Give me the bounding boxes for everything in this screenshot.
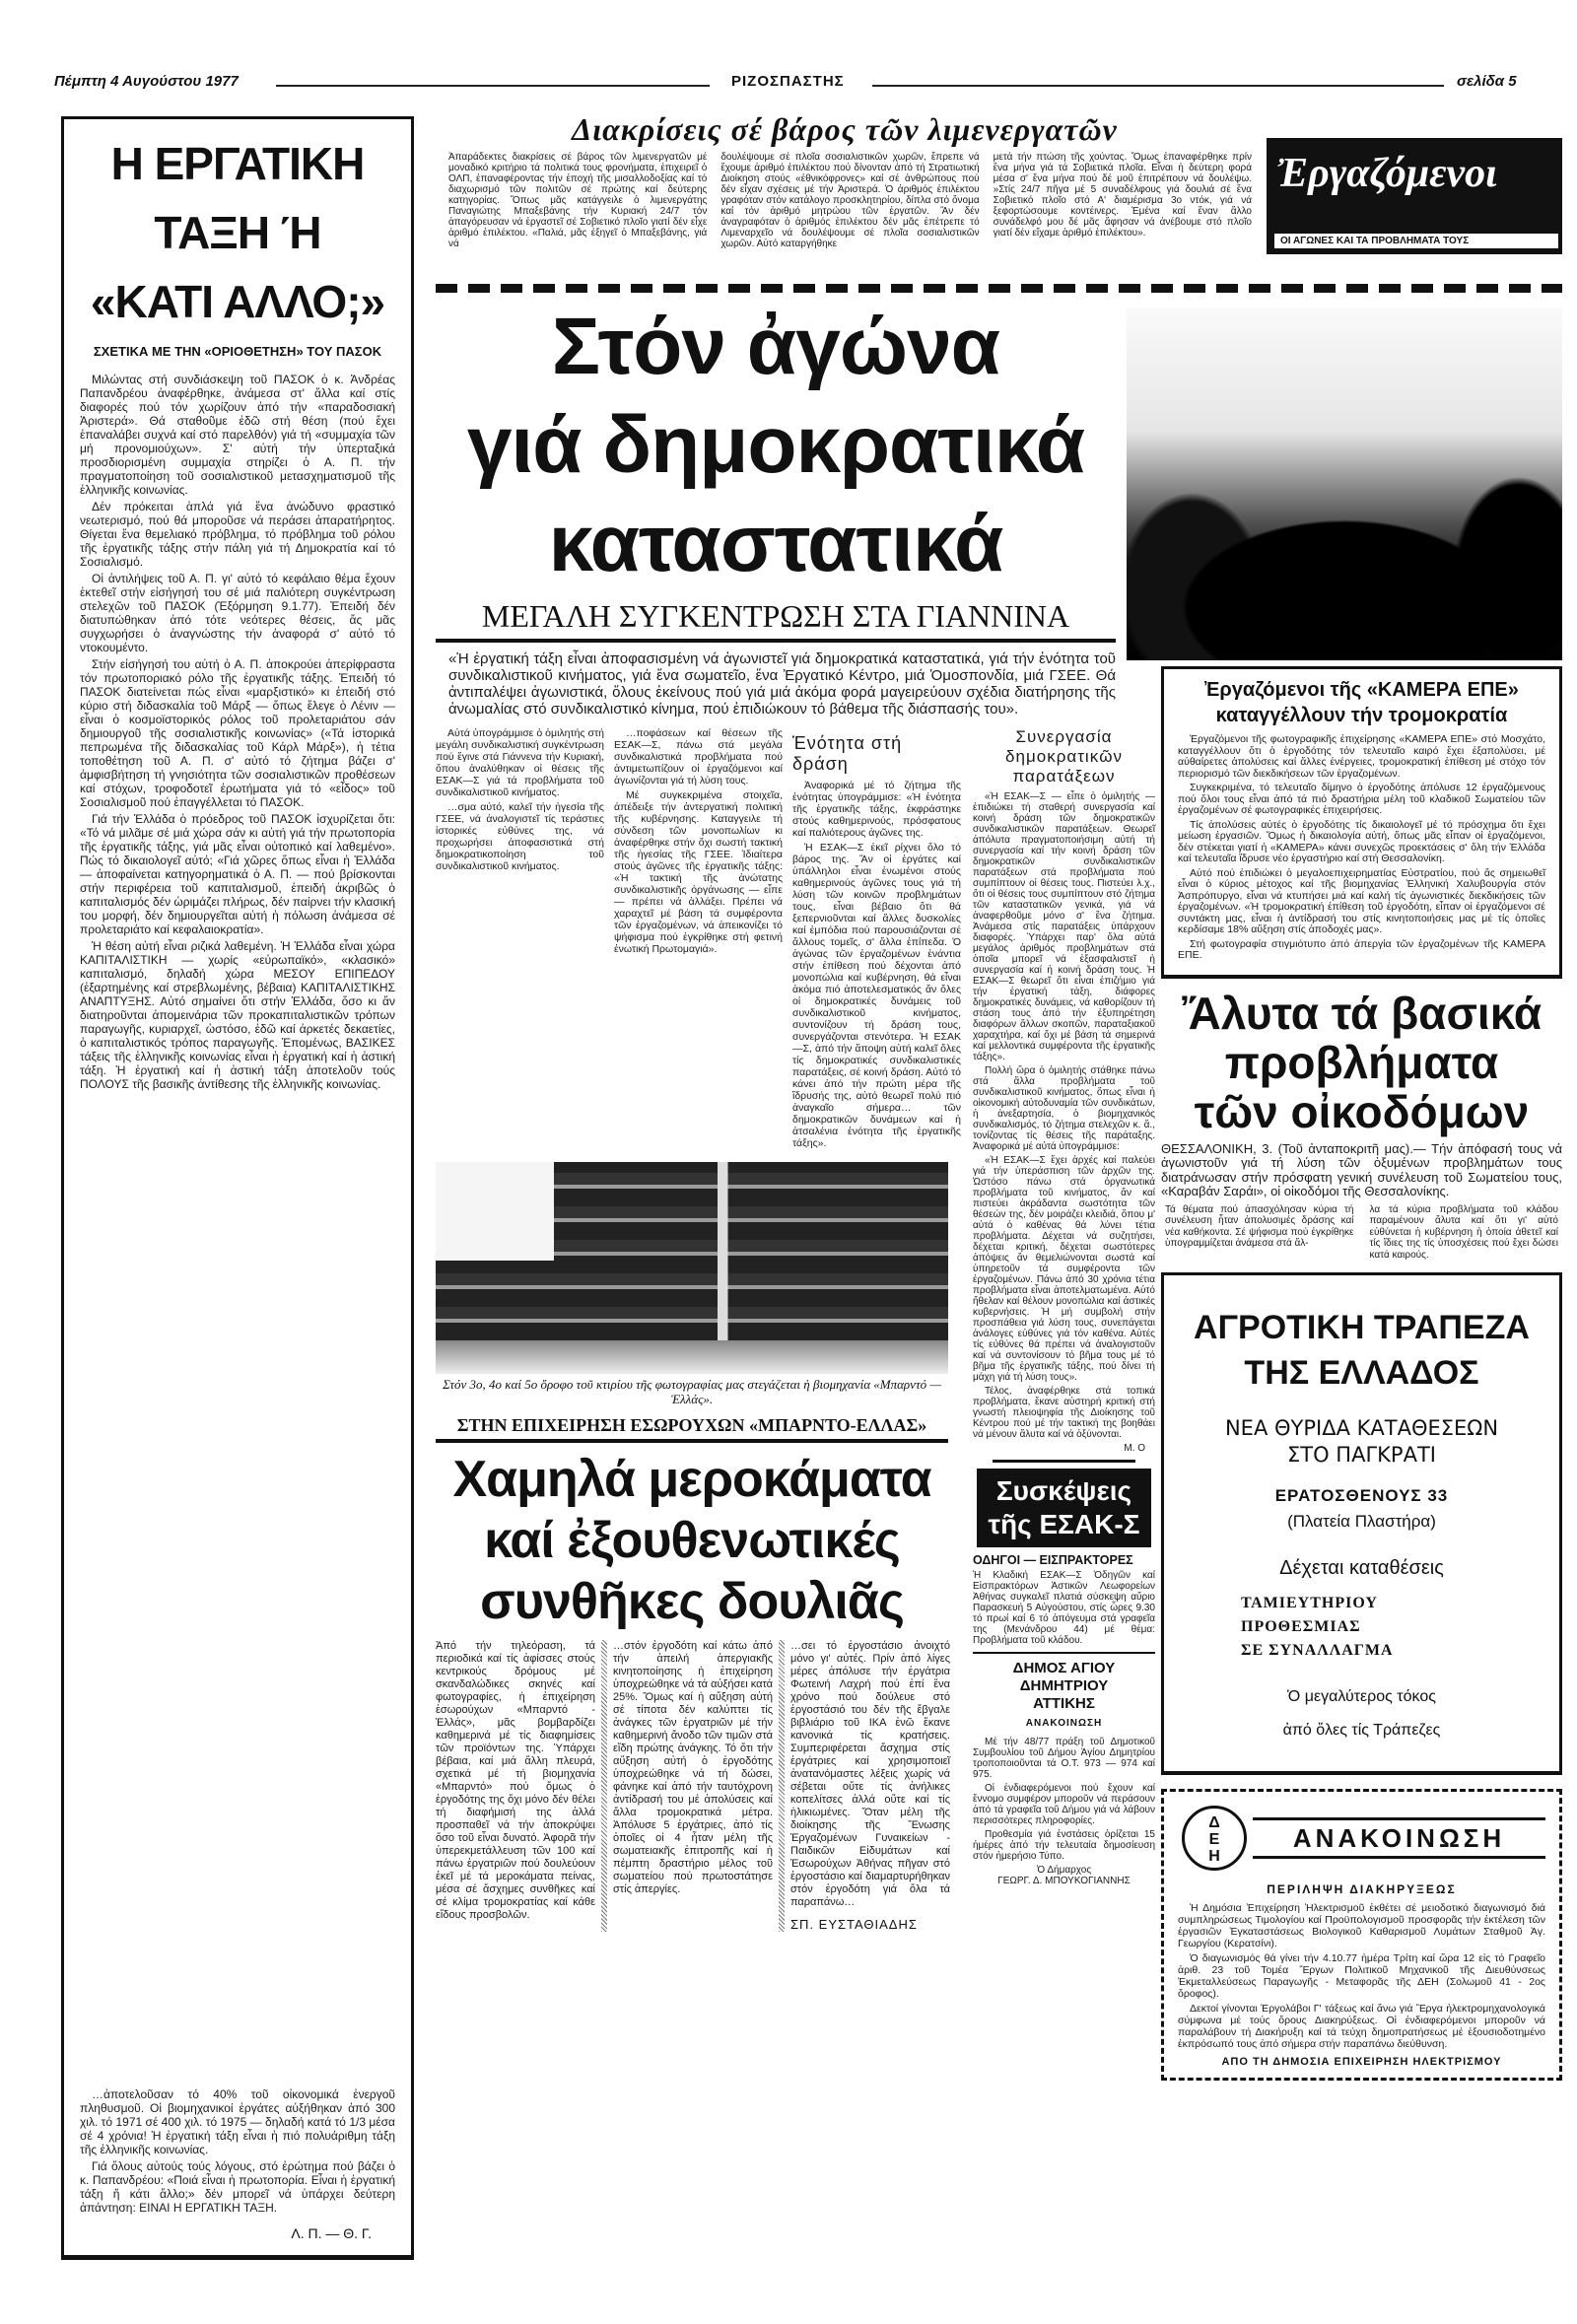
builders-headline [1161,989,1562,1136]
text-column: μετά τήν πτώση τῆς χούντας. Ὅμως ἐπαναφέρθηκε πρίν ἕνα μήνα γιά τά Σοβιετικά πλοῖα. Εἶναι ἡ δεύτερη φορά μέσα σ' ἕνα μήνα πού δέ μοῦ ἐπιτρέπουν νά δουλέψω. »Στίς 24/7 πῆγα μέ 5 συναδέλφους γιά δουλιά σέ ἕνα Σοβιετικό πλοῖο στό Α' διαμέρισμα 3ο ντόκ, γιά νά ξεφορτώσουμε κοντέινερς. Ἐμένα καί ἕναν ἄλλο συνάδελφό μου δέ μᾶς ἄφησαν νά ἀνέβουμε στό πλοῖο γιατί δέν εἴχαμε ἀριθμό ἐπιλέκτου». [993,152,1252,239]
paragraph: Συγκεκριμένα, τό τελευταῖο δίμηνο ὁ ἐργοδότης ἀπόλυσε 12 ἐργαζόμενους πού ὅλοι τους εἶναι ἀπό τά πιό δραστήρια μέλη τοῦ κλαδικοῦ Σωματείου τῶν ἐργαζομένων σέ φωτογραφικές ἐπιχειρήσεις. [1178,782,1545,816]
dockers-headline: Διακρίσεις σέ βάρος τῶν λιμενεργατῶν [572,111,1118,147]
headline-line: «ΚΑΤΙ ΑΛΛΟ;» [90,276,385,327]
slogan-line: ἀπό ὅλες τίς Τράπεζες [1282,1722,1441,1739]
paragraph: Ἡ θέση αὐτή εἶναι ριζικά λαθεμένη. Ἡ Ἑλλάδα εἶναι χώρα ΚΑΠΙΤΑΛΙΣΤΙΚΗ — χωρίς «εὐρωπαϊκό», «κλασικό» καπιταλισμό, δηλαδή χώρα ΜΕΣΟΥ ΕΠΙΠΕΔΟΥ (ἐξαρτημένης καί στρεβλωμένης, βέβαια) ΚΑΠΙΤΑΛΙΣΤΙΚΗΣ ΑΝΑΠΤΥΞΗΣ. Αὐτό σημαίνει ὅτι στήν Ἑλλάδα, ὅσο κι ἄν διατηροῦνται ἀπομεινάρια τῶν προκαπιταλιστικῶν τρόπων παραγωγῆς, κυριαρχεῖ, ὡστόσο, ἐδῶ καί ἀρκετές δεκαετίες, ὁ καπιταλιστικός τρόπος παραγωγῆς. Ἑπομένως, ΒΑΣΙΚΕΣ τάξεις τῆς ἑλληνικῆς κοινωνίας εἶναι ἡ ἐργατική καί ἡ ἀστική τάξη. Ἡ ἐργατική καί ἡ ἀστική τάξη ἀποτελοῦν τούς ΠΟΛΟΥΣ τῆς βασικῆς ἀντίθεσης τῆς ἑλληνικῆς κοινωνίας. [80,939,395,1091]
paragraph: Ἡ ΕΣΑΚ—Σ ἐκεῖ ρίχνει ὅλο τό βάρος της. Ἄν οἱ ἐργάτες καί ὑπάλληλοι εἶναι ἑνωμένοι στούς καθημερινούς ἀγῶνες τους γιά τή λύση τῶν κοινῶν προβλημάτων τους, εἶναι βέβαιο ὅτι θά ξεπερνιοῦνται καί ἄλλες δυσκολίες καί ἐμπόδια πού παρουσιάζονται σέ ἄλλους τομεῖς, σ' ἄλλα ἐπίπεδα. Ὁ ἀγώνας τῶν ἐργαζομένων ἐνάντια στήν ἐπίθεση πού δέχονται ἀπό μονοπώλια καί κυβέρνηση, θά εἶναι ἀκόμα πιό ἀποτελεσματικός ἄν ὅλες οἱ δημοκρατικές δυνάμεις τοῦ συνδικαλιστικοῦ κινήματος, συντονίζουν τή δράση τους, συνεργάζονται στενότερα. Ἡ ΕΣΑΚ—Σ, ἀπό τήν ἄποψη αὐτή καλεῖ ὅλες τίς δημοκρατικές συνδικαλιστικές παρατάξεις, σέ κοινή δράση. Αὐτό τό κάνει ἀπό τήν πρώτη μέρα τῆς ἵδρυσής της, αὐτό θεωρεῖ πολύ πιό ἀναγκαῖο σήμερα… τῶν δημοκρατικῶν δυνάμεων καί ἡ ἀτσαλένια ἑνότητα τῆς ἐργατικῆς τάξης». [792,842,961,1149]
kamera-article-box [1161,666,1562,979]
box-title-line: τῆς ΕΣΑΚ-Σ [988,1509,1140,1539]
right-section [1161,666,1562,2081]
subheading: Συνεργασία δημοκρατικῶν παρατάξεων [1005,727,1123,786]
paragraph: Μιλώντας στή συνδιάσκεψη τοῦ ΠΑΣΟΚ ὁ κ. Ἀνδρέας Παπανδρέου ἀναφέρθηκε, ἀνάμεσα στ' ἄλλα καί στίς διαφορές πού τόν χωρίζουν ἀπό τήν «παραδοσιακή Ἀριστερά». Θά σταθοῦμε ἐδῶ στή θέση (πού ἔχει ἐπαναλάβει συχνά καί στό παρελθόν) γιά τή «συμμαχία τῶν μή προνομιούχων». Σ' αὐτή τήν ὑπερταξικά προσδιορισμένη συμμαχία στηρίζει ὁ Α. Π. τήν πραγματοποίηση τοῦ σοσιαλιστικοῦ μετασχηματισμοῦ τῆς ἑλληνικῆς κοινωνίας. [80,373,395,497]
kamera-headline [1178,677,1545,728]
logo-letter: Η [1208,1848,1220,1865]
paragraph: «Ἡ ΕΣΑΚ—Σ — εἶπε ὁ ὁμιλητής — ἐπιδιώκει τή σταθερή συνεργασία καί κοινή δράση τῶν δημοκρατικῶν συνδικαλιστικῶν παρατάξεων. Θεωρεῖ ἀπόλυτα πραγματοποιήσιμη αὐτή τή συνεργασία καί τήν κοινή δράση τῶν δημοκρατικῶν συνδικαλιστικῶν παρατάξεων στά προβλήματα πού συμπίπτουν οἱ θέσεις τους. Πιστεύει λ.χ., ὅτι οἱ θέσεις τους συμπίπτουν στό ζήτημα τῶν καταστατικῶν γενικά, γιά νά ἀναφερθοῦμε μόνο σ' ἕνα ζήτημα. Ἀνάμεσα στίς παρατάξεις ὑπάρχουν διαφορές. Ὑπάρχει παρ' ὅλα αὐτά μεγάλος ἀριθμός προβλημάτων στά ὁποῖα μπορεῖ νά ἐξασφαλιστεῖ ἡ συνεργασία καί ἡ κοινή δράση τους. Ἡ ΕΣΑΚ—Σ θεωρεῖ ὅτι εἶναι ἐπιζήμιο γιά τήν ἐργατική τάξη, διάφορες δημοκρατικές δυνάμεις, νά καθορίζουν τή στάση τους ἀπό τήν ἐξυπηρέτηση διαφόρων ἄλλων σκοπῶν, παραταξιακοῦ χαραχτήρα, καί ὄχι μέ βάση τά σημερινά καί μελλοντικά συμφέροντα τῆς ἐργατικῆς τάξης». [973,791,1155,1062]
text-column [790,1640,950,1932]
bardot-kicker: ΣΤΗΝ ΕΠΙΧΕΙΡΗΣΗ ΕΣΩΡΟΥΧΩΝ «ΜΠΑΡΝΤΟ-ΕΛΛΑΣ» [436,1414,948,1443]
paragraph: …ποφάσεων καί θέσεων τῆς ΕΣΑΚ—Σ, πάνω στά μεγάλα συνδικαλιστικά προβλήματα πού ἀντιμετωπίζουν οἱ ἐργαζόμενοι καί ἀγωνίζονται γιά τή λύση τους. [614,727,783,786]
paragraph: «Ἡ ΕΣΑΚ—Σ ἔχει ἀρχές καί παλεύει γιά τήν ὑπεράσπιση τῶν ἀρχῶν της. Ὡστόσο πάνω στά ὀργανωτικά προβλήματα τοῦ κινήματος, ἄν καί πιστεύει ἀκράδαντα σωστότητα τῶν θέσεών της, δέν μοιράζει κλειδιά, ὅπου μ' αὐτά ὁ καθένας θά λύνει τέτια προβλήματα. Δέχεται νά συζητήσει, δέχεται κριτική, δέχεται σωστότερες ἀπόψεις ἄν θεμελιώνονται σωστά καί ὑπηρετοῦν τά συμφέροντα τῶν ἐργαζομένων. Πάνω ἀπό 30 χρόνια τέτια προβλήματα εἶναι ἀποτελματωμένα. Αὐτό ἤθελαν καί θέλουν μονοπώλια καί ἀστικές κυβερνήσεις. Ἡ μή συμβολή στήν προσπάθεια γιά λύση τους, συνεπάγεται ἀνάλογες εὐθύνες γιά τόν καθένα. Αὐτές τίς εὐθύνες θά πρέπει νά ἀναλογιστοῦν καί νά συντονίσουν τό βῆμα τους μέ τό βῆμα τῆς ἐργατικῆς τάξης, πού δίνει τή μάχη γιά τή λύση τους». [973,1155,1155,1383]
paragraph: …ἀποτελοῦσαν τό 40% τοῦ οἰκονομικά ἐνεργοῦ πληθυσμοῦ. Οἱ βιομηχανικοί ἐργάτες αὐξήθηκαν ἀπό 300 χιλ. τό 1971 σέ 400 χιλ. τό 1975 — δηλαδή κατά τό 1/3 μέσα σέ 4 χρόνια! Ἡ ἐργατική τάξη εἶναι ἡ πιό πολυάριθμη τάξη τῆς ἑλληνικῆς κοινωνίας. [80,2087,395,2156]
paragraph: Ἐργαζόμενοι τῆς φωτογραφικῆς ἐπιχείρησης «ΚΑΜΕΡΑ ΕΠΕ» στό Μοσχάτο, καταγγέλλουν ὅτι ὁ ἐργοδότης τόν τελευταῖο καιρό ἔχει ἐξαπολύσει, μέ αὐθαίρετες ἀπολύσεις καί ἄλλες ἐνέργειες, τρομοκρατική ἐπίθεση μέ στόχο τόν περιορισμό τῶν διεκδικήσεων τῶν ἐργαζομένων. [1178,733,1545,780]
text-column [614,727,783,958]
dei-title: ΑΝΑΚΟΙΝΩΣΗ [1253,1817,1545,1859]
bank-slogan [1164,1680,1559,1747]
center-right-column [973,727,1155,1886]
text-column [436,727,604,875]
headline-line: Η ΕΡΓΑΤΙΚΗ [110,138,365,189]
paragraph: Μέ συγκεκριμένα στοιχεῖα, ἀπέδειξε τήν ἀντεργατική πολιτική τῆς κυβέρνησης. Καταγγειλε τή σύνδεση τῶν μονοπωλίων κι ἀναφέρθηκε στήν ὄχι σωστή τακτική τῆς ἡγεσίας τῆς ΓΣΕΕ. Ἰδιαίτερα στούς ἀγῶνες τῆς ἐργατικῆς τάξης: «Ἡ τακτική τῆς ἀνώτατης συνδικαλιστικῆς ὀργάνωσης — εἶπε — πρέπει νά ἀλλάξει. Πρέπει νά χαραχτεῖ μέ βάση τά συμφέροντα τῶν ἐργαζομένων, νά ἀπεικονίζει τό ψήφισμα πού ἐγκρίθηκε στή φετινή ἑνωτική Πρωτομαγιά». [614,789,783,955]
paragraph: Ὁ διαγωνισμός θά γίνει τήν 4.10.77 ἡμέρα Τρίτη καί ὥρα 12 εἰς τό Γραφεῖο ἀριθ. 23 τοῦ Τομέα Ἔργων Πολιτικοῦ Μηχανικοῦ τῆς Διευθύνσεως Ἐκμεταλλεύσεως Παραγωγῆς - Μεταφορᾶς τῆς ΔΕΗ (Σολωμοῦ 41 - 2ος ὄροφος). [1178,1952,1545,2000]
bank-name-line: ΑΓΡΟΤΙΚΗ ΤΡΑΠΕΖΑ [1194,1309,1530,1346]
masthead-rule [276,85,710,87]
paragraph: Γιά ὅλους αὐτούς τούς λόγους, στό ἐρώτημα πού βάζει ὁ κ. Παπανδρέου: «Ποιά εἶναι ἡ πρωτοπορία. Εἶναι ἡ ἐργατική τάξη ἤ κάτι ἄλλο;» δέν μπορεῖ νά ὑπάρχει δεύτερη ἀπάντηση: ΕΙΝΑΙ Η ΕΡΓΑΤΙΚΗ ΤΑΞΗ. [80,2159,395,2215]
subheading: Ἑνότητα στή δράση [792,733,903,774]
rule [973,1652,1155,1654]
paragraph: Δεκτοί γίνονται Ἐργολάβοι Γ' τάξεως καί ἄνω γιά Ἔργα ἠλεκτρομηχανολογικά σύμφωνα μέ τούς ὅρους Διακηρύξεως. Οἱ ἐνδιαφερόμενοι μποροῦν νά παραλάβουν τή Διακήρυξη καί τά τεύχη δημοπρατήσεως μέ ἐξουσιοδοτημένο ἐκπρόσωπό τους ἀπό σήμερα στήν παραπάνω διεύθυνση. [1178,2003,1545,2050]
paragraph: Δέν πρόκειται ἁπλά γιά ἕνα ἀνώδυνο φραστικό νεωτερισμό, πού θά μποροῦσε νά περάσει ἀπαρατήρητος. Θίγεται ἕνα θεμελιακό πρόβλημα, τό πρόβλημα τοῦ ρόλου τῆς ἐργατικῆς τάξης στήν πάλη γιά τή Δημοκρατία καί τό Σοσιαλισμό. [80,500,395,569]
bank-address: ΕΡΑΤΟΣΘΕΝΟΥΣ 33 [1274,1486,1449,1505]
section-logo-title: Ἐργαζόμενοι [1276,151,1497,196]
newspaper-name: ΡΙΖΟΣΠΑΣΤΗΣ [731,73,845,90]
headline-line: συνθῆκες δουλιᾶς [480,1573,904,1630]
section-logo-strip: ΟΙ ΑΓΩΝΕΣ ΚΑΙ ΤΑ ΠΡΟΒΛΗΜΑΤΑ ΤΟΥΣ [1274,234,1558,248]
text-column [973,727,1155,1454]
bank-name [1164,1305,1559,1396]
paragraph: …σμα αὐτό, καλεῖ τήν ἡγεσία τῆς ΓΣΕΕ, νά ἀναλογιστεῖ τίς τεράστιες ἱστορικές εὐθύνες της, νά προχωρήσει ἀποφασιστικά στή δημοκρατικοποίηση τοῦ συνδικαλιστικοῦ κινήματος. [436,801,604,872]
dei-logo-icon [1182,1806,1247,1871]
bank-name-line: ΤΗΣ ΕΛΛΑΔΟΣ [1244,1354,1479,1392]
text-column: λα τά κύρια προβλήματα τοῦ κλάδου παραμένουν ἄλυτα καί ὅτι γι' αὐτό εὐθύνεται ἡ κυβέρνηση ἡ ὁποία ἀθετεῖ καί τίς ἴδιες της τίς ὑποσχέσεις πού ἔχει δώσει κατά καιρούς. [1369,1203,1558,1261]
text-column: …στόν ἐργοδότη καί κάτω ἀπό τήν ἀπειλή ἀπεργιακῆς κινητοποίησης ἡ ἐπιχείρηση ὑποχρεώθηκε νά τά αὐξήσει κατά 25%. Ὅμως καί ἡ αὔξηση αὐτή σέ τίποτα δέν καλύπτει τίς ἀνάγκες τῶν ἐργατριῶν μέ τήν καθημερινή ἄνοδο τῶν τιμῶν στά εἴδη πρώτης ἀνάγκης. Τό ὅτι τήν αὔξηση αὐτή ὁ ἐργοδότης ὑποχρεώθηκε νά τή δώσει, φάνηκε καί ἀπό τήν ταυτόχρονη ἀντίδρασή του μέ ἀπολύσεις καί ἄλλα τρομοκρατικά μέτρα. Ἀπόλυσε 5 ἐργάτριες, ἀπό τίς ὁποῖες οἱ 4 ἦταν μέλη τῆς σωματειακῆς ἐπιτροπῆς καί ἡ πέμπτη δραστήριο μέλος τοῦ σωματείου πού πρωτοστάτησε στίς ἀπεργίες. [613,1640,773,1895]
article-working-class [61,116,414,2260]
headline-line: Ἐργαζόμενοι τῆς «ΚΑΜΕΡΑ ΕΠΕ» [1204,679,1519,701]
headline-line: Στόν ἀγώνα [551,302,1000,391]
paragraph: Οἱ ἐνδιαφερόμενοι πού ἔχουν καί ἔννομο συμφέρον μποροῦν νά περάσουν ἀπό τά γραφεῖα τοῦ Δήμου γιά νά λάβουν περισσότερες πληροφορίες. [973,1783,1155,1826]
dei-notice [1161,1789,1562,2081]
bardot-columns [436,1640,950,1932]
notice-label: ΑΝΑΚΟΙΝΩΣΗ [1025,1718,1103,1729]
paragraph: Τέλος, ἀναφέρθηκε στά τοπικά προβλήματα, ἔκανε αὐστηρή κριτική στή γνωστή πλειοψηφία τῆς Διοίκησης τοῦ Κέντρου πού μέ τήν τακτική της βοηθάει νά μένουν ἄλυτα καί νά ὀξύνονται. [973,1386,1155,1440]
paragraph: Μέ τήν 48/77 πράξη τοῦ Δημοτικοῦ Συμβουλίου τοῦ Δήμου Ἁγίου Δημητρίου τροποποιοῦνται τά Ο.Τ. 973 — 974 καί 975. [973,1737,1155,1780]
ioannina-headline [436,298,1116,593]
bardot-headline [436,1449,948,1632]
esak-text: Ἡ Κλαδική ΕΣΑΚ—Σ Ὁδηγῶν καί Εἰσπρακτόρων Ἀστικῶν Λεωφορείων Ἀθήνας συγκαλεῖ πλατιά σύσκεψη αὔριο Παρασκευή 5 Αὐγούστου, στίς ὧρες 9.30 τό πρωί καί 6 τό ἀπόγευμα στά γραφεῖα της (Μενάνδρου 44) μέ θέμα: Προβλήματα τοῦ κλάδου. [973,1570,1155,1646]
headline-line: καταγγέλλουν τήν τρομοκρατία [1215,705,1508,726]
photo-street [436,1340,948,1374]
builders-columns [1161,1204,1562,1262]
headline-line: καταστατικά [548,499,1003,588]
deposit-types [1164,1592,1559,1663]
author-signature: Μ. Ο [1124,1443,1145,1454]
signer-name: ΓΕΩΡΓ. Δ. ΜΠΟΥΚΟΓΙΑΝΝΗΣ [997,1876,1131,1886]
center-columns [436,727,1155,1932]
photo-sky [436,1162,554,1261]
paragraph: Αὐτά ὑπογράμμισε ὁ ὁμιλητής στή μεγάλη συνδικαλιστική συγκέντρωση πού ἔγινε στά Γιάννενα τήν Κυριακή, ὅπου ἀναλύθηκαν οἱ θέσεις τῆς ΕΣΑΚ—Σ γιά τά προβλήματα τοῦ συνδικαλιστικοῦ κινήματος. [436,727,604,798]
logo-letter: Δ [1208,1814,1220,1831]
signer-role: Ὁ Δήμαρχος [1036,1865,1092,1876]
section-logo [1267,138,1562,254]
deposit-type: ΤΑΜΙΕΥΤΗΡΙΟΥ [1241,1595,1378,1611]
municipality-title [973,1660,1155,1733]
headline-line: καί ἐξουθενωτικές [484,1512,900,1569]
photo-caption: Στόν 3ο, 4ο καί 5ο ὄροφο τοῦ κτιρίου τῆς φωτογραφίας μας στεγάζεται ἡ βιομηχανία «Μπαρντό — Ἑλλάς». [443,1377,941,1406]
article-body [80,373,395,1094]
article-body-end [80,2068,395,2218]
bank-accepts: Δέχεται καταθέσεις [1279,1557,1444,1579]
builders-lead: ΘΕΣΣΑΛΟΝΙΚΗ, 3. (Τοῦ ἀνταποκριτῆ μας).— Τήν ἀπόφασή τους νά ἀγωνιστοῦν γιά τή λύση τῶν ὀξυμένων προβλημάτων τους διατράνωσαν στήν πρόσφατη γενική συνέλευση τοῦ Σωματείου τους, «Καραβάν Σαράι», οἱ οἰκοδόμοι τῆς Θεσσαλονίκης. [1161,1140,1562,1198]
headline-line: Ἄλυτα τά βασικά [1181,987,1543,1039]
text-column [792,727,961,1152]
paragraph: Προθεσμία γιά ἐνστάσεις ὁρίζεται 15 ἡμέρες ἀπό τήν τελευταία δημοσίευση στόν ἡμερήσιο Τύπο. [973,1829,1155,1862]
paragraph: Στήν εἰσήγησή του αὐτή ὁ Α. Π. ἀποκρούει ἀπερίφραστα τόν πρωτοποριακό ρόλο τῆς ἐργατικῆς τάξης. Ἐπειδή τό ΠΑΣΟΚ διατείνεται πώς εἶναι «μαρξιστικό» κι ἐπειδή στό κύριο στή διδασκαλία τοῦ Μάρξ — ὅπως ἔλεγε ὁ Λένιν — εἶναι ὁ κοσμοϊστορικός ρόλος τοῦ προλεταριάτου σάν δημιουργοῦ τῆς σοσιαλιστικῆς κοινωνίας» («Τά ἱστορικά πεπρωμένα τῆς διδασκαλίας τοῦ Κάρλ Μάρξ»), ἡ τέτια τοποθέτηση τοῦ Α. Π. σ' αὐτό τό ζήτημα βάζει σ' ἀμφισβήτηση τή γνησιότητα τῶν σοσιαλιστικῶν προθέσεων καί στόχων, τροφοδοτεῖ ἐρωτήματα γιά τό «εἶδος» τοῦ Σοσιαλισμοῦ πού ἐπαγγέλλεται τό ΠΑΣΟΚ. [80,657,395,809]
box-title-line: Συσκέψεις [995,1475,1132,1506]
branch-line: ΝΕΑ ΘΥΡΙΔΑ ΚΑΤΑΘΕΣΕΩΝ [1224,1416,1499,1440]
deposit-type: ΠΡΟΘΕΣΜΙΑΣ [1241,1618,1361,1635]
dei-header [1178,1800,1545,1879]
headline-line: γιά δημοκρατικά [466,400,1085,490]
dei-footer: ΑΠΟ ΤΗ ΔΗΜΟΣΙΑ ΕΠΙΧΕΙΡΗΣΗ ΗΛΕΚΤΡΙΣΜΟΥ [1221,2056,1502,2068]
page-number: σελίδα 5 [1457,73,1517,90]
kamera-body [1178,734,1545,962]
title-line: ΔΗΜΟΣ ΑΓΙΟΥ ΔΗΜΗΤΡΙΟΥ [1012,1660,1116,1694]
esak-meetings-box [977,1469,1151,1547]
text-column: Ἀπό τήν τηλεόραση, τά περιοδικά καί τίς ἀφίσσες στούς κεντρικούς δρόμους μέ σκανδαλώδικες σκηνές καί φωτογραφίες, ἡ ἐπιχείρηση ἐσωρούχων «Μπαρντό - Ἑλλάς», μᾶς βομβαρδίζει καθημερινά μέ τίς διαφημίσεις τῶν προϊόντων της. Ὑπάρχει βέβαια, καί μιά ἄλλη πλευρά, σχετικά μέ τή βιομηχανία «Μπαρντό» πού ὅμως ὁ ἐργοδότης της ὄχι μόνο δέν θέλει τή διαφήμισή της ἀλλά προσπαθεῖ νά τήν ἀποκρύψει ὅσο τοῦ εἶναι δυνατό. Ἀφορᾶ τήν ὑπερεκμετάλλευση τῶν 100 καί πάνω ἐργατριῶν πού δουλεύουν ἐκεῖ μέ τά μεροκάματα πείνας, μέσα σέ ἄσχημες συνθῆκες καί σέ κλίμα τρομοκρατίας καί κάθε εἴδους προσβολῶν. [436,1640,595,1921]
branch-line: ΣΤΟ ΠΑΓΚΡΑΤΙ [1287,1443,1436,1467]
dotted-divider [436,284,1562,293]
headline-line: προβλήματα [1224,1036,1499,1088]
paragraph: …σει τό ἐργοστάσιο ἀνοιχτό μόνο γι' αὐτές. Πρίν ἀπό λίγες μέρες ἀπόλυσε τήν ἐργάτρια Φωτεινή Λαχρή πού ἐπί ἕνα χρόνο πού δούλευε στό ἐργοστάσιό του δέν τῆς ἔβγαλε βιβλιάριο τοῦ ΙΚΑ ἐνῶ ἔκανε κανονικά τίς κρατήσεις. Συμπεριφέρεται ἄσχημα στίς ἐργάτριες καί χρησιμοποιεῖ ἀνατανόμαστες λέξεις χωρίς νά σέβεται οὔτε τίς ἀνήλικες κοπελίτσες ἀλλά οὔτε καί τίς ἡλικιωμένες. Ὅταν μέλη τῆς διοίκησης τῆς Ἕνωσης Ἐργαζομένων Γυναικείων - Παιδικῶν Εἰδυμάτων καί Ἐσωρούχων Ἀθήνας πῆγαν στό ἐργοστάσιο καί διαμαρτυρήθηκαν στόν ἐργοδότη γιά ὅλα τά παραπάνω… [790,1640,950,1908]
paragraph: Γιά τήν Ἑλλάδα ὁ πρόεδρος τοῦ ΠΑΣΟΚ ἰσχυρίζεται ὅτι: «Τό νά μιλᾶμε σέ μιά χώρα σάν κι αὐτή γιά τήν πρωτοπορία τῆς ἐργατικῆς τάξης, γιά μᾶς εἶναι οὐτοπικό καί λαθεμένο». Πώς τό δικαιολογεῖ αὐτό; «Γιά χῶρες ὅπως εἶναι ἡ Ἑλλάδα — ἀποφαίνεται κατηγορηματικά ὁ Α. Π. — πού βρίσκονται στήν περιφέρεια τοῦ καπιταλισμοῦ, ἐπειδή ἀκριβῶς ὁ καπιταλισμός δέν ὡριμάζει πλήρως, δέν παίρνει τήν κλασική του μορφή, δέν δημιουργεῖται αὐτή ἡ πόλωση ἀνάμεσα σέ προλεταριάτο καί κεφαλαιοκρατία». [80,812,395,936]
rule [993,1460,1135,1463]
paragraph: Οἱ ἀντιλήψεις τοῦ Α. Π. γι' αὐτό τό κεφάλαιο θέμα ἔχουν ἐκτεθεῖ στήν εἰσήγησή του σέ μιά παλιότερη συγκέντρωση στελεχῶν τοῦ ΠΑΣΟΚ (Ἑξόρμηση 9.1.77). Ἐπειδή δέν διατυπώθηκαν ἀπό τότε νεότερες θέσεις, ἄς μᾶς συγχωρήσει ὁ ἀναγνώστης τήν ἀναφορά σ' αὐτό τό ντοκουμέντο. [80,572,395,654]
dockers-body [448,152,1252,249]
slogan-line: Ὁ μεγαλύτερος τόκος [1287,1688,1436,1705]
photo-rally-crowd [1127,308,1562,660]
ioannina-columns [436,727,961,1152]
paragraph: Τίς ἀπολύσεις αὐτές ὁ ἐργοδότης τίς δικαιολογεῖ μέ τό πρόσχημα ὅτι ἔχει μείωση ἐργασιῶν. Ὅμως ἡ δικαιολογία αὐτή, ὅπως μᾶς εἶπαν οἱ ἐργαζόμενοι, δέν στέκεται γιατί ἡ «ΚΑΜΕΡΑ» κάνει συνεχῶς προεκτάσεις σ' ὅλη τήν Ἑλλάδα καί τελευταῖα ἵδρυσε νέο ἐργαστήριο καί στή Θεσσαλονίκη. [1178,818,1545,864]
text-column: Ἀπαράδεκτες διακρίσεις σέ βάρος τῶν λιμενεργατῶν μέ μοναδικό κριτήριο τά πολιτικά τους φρονήματα, ἐπιχειρεῖ ὁ ΟΛΠ, ἐπαναφέροντας τήν ἐποχή τῆς μισαλλοδοξίας καί τό διαχωρισμό τῶν πολιτῶν σέ πρώτης καί δεύτερης κατηγορίας. Ὅπως μᾶς κατάγγειλε ὁ λιμενεργάτης Παναγιώτης Μπαξεβάνης τήν Κυριακή 24/7 τόν ἀπαγόρευσαν νά ἐργαστεῖ σέ Σοβιετικό πλοῖο γιατί δέν εἶχε ἀριθμό ἐπιλέκτου. «Παλιά, μᾶς ἐξηγεῖ ὁ Μπαξεβάνης, γιά νά [448,152,708,249]
text-column: Τά θέματα πού ἀπασχόλησαν κύρια τή συνέλευση ἦταν ἀπολυσιμές δράσης καί νέα καθήκοντα. Σέ ψήφισμα πού ἐγκρίθηκε ὑπογραμμίζεται ἀνάμεσα στά ἄλ- [1165,1203,1354,1249]
center-left [436,727,961,1932]
paragraph: Πολλή ὥρα ὁ ὁμιλητής στάθηκε πάνω στά ἄλλα προβλήματα τοῦ συνδικαλιστικοῦ κινήματος, ὅπως εἶναι ἡ οἰκονομική αὐτοδυναμία τῶν συνδικάτων, ἡ ἀνεξαρτησία, ὁ βιομηχανικός συνδικαλισμός, τό ζήτημα στελεχῶν κ. ἄ., τονίζοντας τίς θέσεις τῆς παράταξης. Ἀναφορικά μέ αὐτά ὑπογράμμισε: [973,1065,1155,1152]
center-section [436,298,1155,1932]
article-headline [80,129,395,336]
dei-body [1178,1902,1545,2050]
bank-advertisement [1161,1272,1562,1775]
column-separator [601,1640,607,1932]
author-signature: Λ. Π. — Θ. Γ. [291,2225,372,2241]
logo-letter: Ε [1208,1831,1220,1848]
headline-line: ΤΑΞΗ Ή [154,207,321,258]
municipality-body [973,1737,1155,1886]
text-column: δουλέψουμε σέ πλοῖα σοσιαλιστικῶν χωρῶν, ἔπρεπε νά ἔχουμε ἀριθμό ἐπιλέκτου πού δίνονταν ἀπό τή Στρατιωτική Διοίκηση στούς «ἐθνικόφρονες» καί σέ ἀνθρώπους πού δέν εἶχαν σχέσεις μέ τήν Ἀριστερά. Ὁ ἀριθμός ἐπιλέκτου γραφόταν στόν κατάλογο προσκλητηρίου, δίπλα στό ὄνομα καί τόν ἀριθμό μητρώου τῶν ἐργατῶν. Ἄν δέν ἀναγραφόταν ὁ ἀριθμός ἐπιλέκτου δέν μᾶς ἐπέτρεπε τό Λιμεναρχεῖο νά δουλέψουμε σέ πλοῖα σοσιαλιστικῶν χωρῶν. Αὐτό καταργήθηκε [720,152,980,249]
photo-factory-building [436,1162,948,1374]
esak-subhead: ΟΔΗΓΟΙ — ΕΙΣΠΡΑΚΤΟΡΕΣ [973,1553,1133,1567]
headline-line: τῶν οἰκοδόμων [1194,1085,1530,1137]
ioannina-subhead: ΜΕΓΑΛΗ ΣΥΓΚΕΝΤΡΩΣΗ ΣΤΑ ΓΙΑΝΝΙΝΑ [436,597,1116,643]
issue-date: Πέμπτη 4 Αυγούστου 1977 [54,73,239,90]
paragraph: Αὐτό πού ἐπιδιώκει ὁ μεγαλοεπιχειρηματίας Εὐστρατίου, πού ἄς σημειωθεῖ εἶναι ὁ κύριος μέτοχος καί τῆς βιομηχανίας Ἑλληνική Χαλυβουργία στόν Ἀσπρόπυργο, εἶναι νά κτυπήσει μιά καί καλή τίς ἀγωνιστικές διεκδικήσεις τῶν ἐργαζομένων. «Ἡ τρομοκρατική ἐπίθεση τοῦ ἐργοδότη, εἶπαν οἱ ἐργαζόμενοι σέ συντάκτη μας, εἶναι ἡ ἀντίδρασή του στίς κινητοποιήσεις μας μέ τίς ὁποῖες κερδίσαμε 18% αὔξηση στίς ἀποδοχές μας». [1178,866,1545,935]
author-signature: ΣΠ. ΕΥΣΤΑΘΙΑΔΗΣ [790,1917,918,1932]
paragraph: Στή φωτογραφία στιγμιότυπο ἀπό ἀπεργία τῶν ἐργαζομένων τῆς ΚΑΜΕΡΑ ΕΠΕ. [1178,937,1545,961]
bank-square: (Πλατεία Πλαστήρα) [1287,1512,1436,1531]
dei-subtitle: ΠΕΡΙΛΗΨΗ ΔΙΑΚΗΡΥΞΕΩΣ [1267,1882,1457,1896]
paragraph: Ἀναφορικά μέ τό ζήτημα τῆς ἑνότητας ὑπογράμμισε: «Ἡ ἑνότητα τῆς ἐργατικῆς τάξης, ἐκφράστηκε στούς καθημερινούς, πρόσφατους καί παλιότερους ἀγῶνες της. [792,780,961,839]
article-subhead: ΣΧΕΤΙΚΑ ΜΕ ΤΗΝ «ΟΡΙΟΘΕΤΗΣΗ» ΤΟΥ ΠΑΣΟΚ [93,344,382,359]
title-line: ΑΤΤΙΚΗΣ [1033,1695,1095,1712]
headline-line: Χαμηλά μεροκάματα [452,1451,931,1508]
column-separator [779,1640,785,1932]
masthead-rule [872,85,1444,87]
ioannina-intro: «Ἡ ἐργατική τάξη εἶναι ἀποφασισμένη νά ἀγωνιστεῖ γιά δημοκρατικά καταστατικά, γιά τήν ἑνότητα τοῦ συνδικαλιστικοῦ κινήματος, γιά ἕνα σωματεῖο, ἕνα Ἐργατικό Κέντρο, μιά Ὁμοσπονδία, μιά ΓΣΕΕ. Θά ἀντιπαλέψει ἀγωνιστικά, ὅλους ἐκείνους πού γιά μιά ἀκόμα φορά μαγειρεύουν σχέδια διατήρησης τῆς ἀνωμαλίας στό συνδικαλιστικό κίνημα, πού ἐπιδιώκουν τό βάθεμα τῆς διάσπασής του». [448,650,1116,718]
bank-branch [1164,1415,1559,1469]
deposit-type: ΣΕ ΣΥΝΑΛΛΑΓΜΑ [1241,1642,1394,1659]
paragraph: Ἡ Δημόσια Ἐπιχείρηση Ἡλεκτρισμοῦ ἐκθέτει σέ μειοδοτικό διαγωνισμό διά συμπληρώσεως Τιμολογίου καί Προϋπολογισμοῦ προσφορᾶς τήν ἐκτέλεση τῶν ἐργασιῶν Ἐγκαταστάσεως Βιολογικοῦ Καθαρισμοῦ Λυμάτων Σταθμοῦ Ἁγ. Γεωργίου (Κερατσίνι). [1178,1902,1545,1949]
